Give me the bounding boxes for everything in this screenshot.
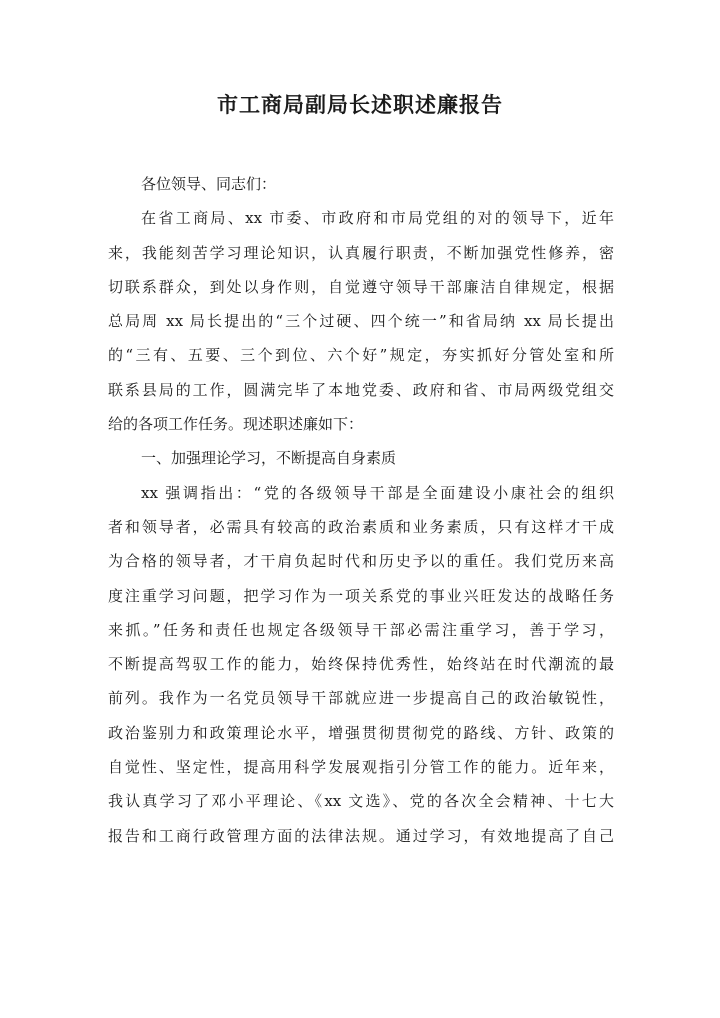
salutation-line: 各位领导、同志们：: [141, 175, 277, 193]
document-body: [108, 167, 614, 853]
paragraph-line: 不断提高驾驭工作的能力，始终保持优秀性，始终站在时代潮流的最: [108, 655, 614, 674]
paragraph-line: 为合格的领导者，才干肩负起时代和历史予以的重任。我们党历来高: [108, 552, 614, 571]
paragraph-line: 切联系群众，到处以身作则，自觉遵守领导干部廉洁自律规定，根据: [108, 277, 614, 296]
paragraph-line: 度注重学习问题，把学习作为一项关系党的事业兴旺发达的战略任务: [108, 586, 614, 605]
paragraph-line: 给的各项工作任务。现述职述廉如下：: [108, 415, 364, 434]
paragraph-line: 总局周 xx 局长提出的“三个过硬、四个统一”和省局纳 xx 局长提出: [108, 312, 614, 331]
paragraph-line: xx 强调指出：“党的各级领导干部是全面建设小康社会的组织: [141, 483, 614, 502]
paragraph-line: 在省工商局、xx 市委、市政府和市局党组的对的领导下，近年: [141, 209, 614, 228]
paragraph-line: 政治鉴别力和政策理论水平，增强贯彻贯彻党的路线、方针、政策的: [108, 723, 614, 742]
paragraph-line: 来，我能刻苦学习理论知识，认真履行职责，不断加强党性修养，密: [108, 243, 614, 262]
section-heading: 一、加强理论学习，不断提高自身素质: [141, 449, 397, 468]
paragraph-line: 联系县局的工作，圆满完毕了本地党委、政府和省、市局两级党组交: [108, 380, 614, 399]
paragraph-line: 报告和工商行政管理方面的法律法规。通过学习，有效地提高了自己: [108, 826, 614, 845]
paragraph-line: 自觉性、坚定性，提高用科学发展观指引分管工作的能力。近年来，: [108, 758, 614, 777]
paragraph-line: 的“三有、五要、三个到位、六个好”规定，夯实抓好分管处室和所: [108, 346, 614, 365]
paragraph-line: 者和领导者，必需具有较高的政治素质和业务素质，只有这样才干成: [108, 517, 614, 536]
document-title: 市工商局副局长述职述廉报告: [217, 92, 503, 117]
paragraph-line: 来抓。”任务和责任也规定各级领导干部必需注重学习，善于学习，: [108, 620, 614, 639]
paragraph-line: 前列。我作为一名党员领导干部就应进一步提高自己的政治敏锐性，: [108, 689, 614, 708]
paragraph-line: 我认真学习了邓小平理论、《xx 文选》、党的各次全会精神、十七大: [108, 792, 614, 811]
